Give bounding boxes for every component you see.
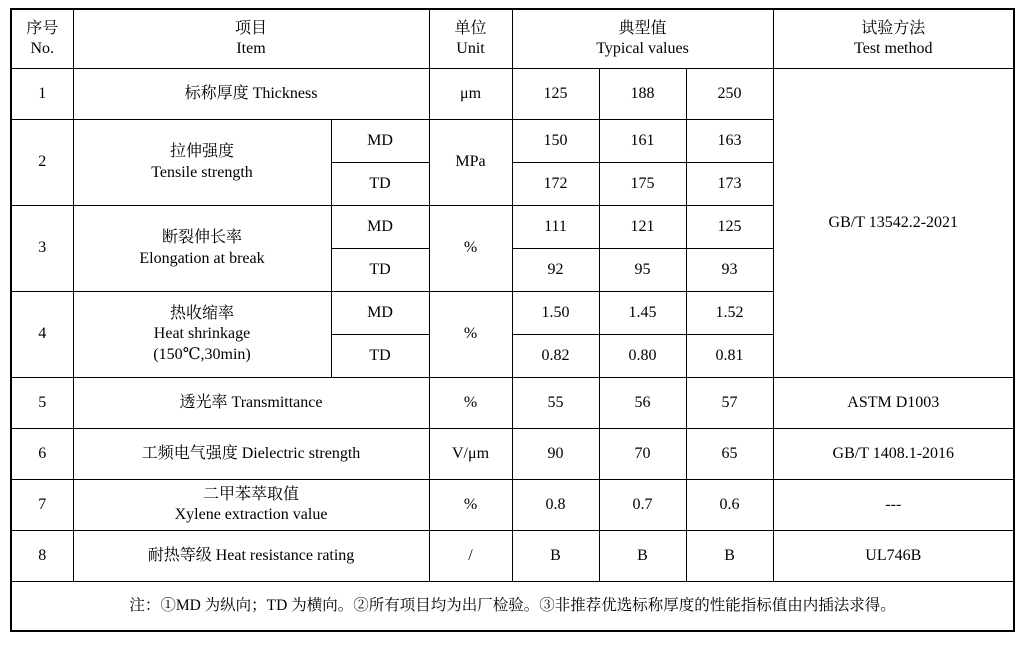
row-value-1: 125 <box>512 69 599 120</box>
row-item: 耐热等级 Heat resistance rating <box>73 531 429 582</box>
row-direction-td: TD <box>331 249 429 292</box>
row-no: 8 <box>11 531 73 582</box>
row-method: --- <box>773 480 1014 531</box>
header-no: 序号 No. <box>11 9 73 69</box>
row-unit: % <box>429 292 512 378</box>
row-value-1: 0.82 <box>512 335 599 378</box>
row-value-2: 95 <box>599 249 686 292</box>
row-value-2: 56 <box>599 378 686 429</box>
row-value-3: 125 <box>686 206 773 249</box>
row-value-2: 175 <box>599 163 686 206</box>
table-row <box>11 69 1014 120</box>
row-direction-td: TD <box>331 163 429 206</box>
row-direction-md: MD <box>331 120 429 163</box>
row-value-2: 121 <box>599 206 686 249</box>
row-value-3: 173 <box>686 163 773 206</box>
row-unit: MPa <box>429 120 512 206</box>
row-item: 二甲苯萃取值 Xylene extraction value <box>73 480 429 531</box>
row-no: 3 <box>11 206 73 292</box>
row-value-1: 55 <box>512 378 599 429</box>
row-value-1: 92 <box>512 249 599 292</box>
row-direction-md: MD <box>331 292 429 335</box>
row-item: 透光率 Transmittance <box>73 378 429 429</box>
table-row <box>11 429 1014 480</box>
table-row <box>11 480 1014 531</box>
row-unit: μm <box>429 69 512 120</box>
row-value-2: 161 <box>599 120 686 163</box>
row-value-1: 172 <box>512 163 599 206</box>
row-item: 标称厚度 Thickness <box>73 69 429 120</box>
row-value-1: 150 <box>512 120 599 163</box>
row-no: 2 <box>11 120 73 206</box>
row-value-1: 1.50 <box>512 292 599 335</box>
row-unit: / <box>429 531 512 582</box>
table-header-row <box>11 9 1014 69</box>
row-direction-md: MD <box>331 206 429 249</box>
row-no: 1 <box>11 69 73 120</box>
row-method: UL746B <box>773 531 1014 582</box>
row-item: 断裂伸长率 Elongation at break <box>73 206 331 292</box>
row-value-3: 0.81 <box>686 335 773 378</box>
header-typical-values: 典型值 Typical values <box>512 9 773 69</box>
row-value-2: 0.7 <box>599 480 686 531</box>
row-direction-td: TD <box>331 335 429 378</box>
row-unit: % <box>429 206 512 292</box>
row-no: 7 <box>11 480 73 531</box>
row-value-3: 57 <box>686 378 773 429</box>
header-item: 项目 Item <box>73 9 429 69</box>
row-method: ASTM D1003 <box>773 378 1014 429</box>
row-value-3: 163 <box>686 120 773 163</box>
row-value-3: 250 <box>686 69 773 120</box>
row-value-2: 1.45 <box>599 292 686 335</box>
row-method-grouped: GB/T 13542.2-2021 <box>773 69 1014 378</box>
specification-table <box>10 8 1015 632</box>
row-no: 5 <box>11 378 73 429</box>
row-unit: % <box>429 378 512 429</box>
row-item: 拉伸强度 Tensile strength <box>73 120 331 206</box>
row-method: GB/T 1408.1-2016 <box>773 429 1014 480</box>
table-note-row <box>11 582 1014 632</box>
row-item: 工频电气强度 Dielectric strength <box>73 429 429 480</box>
table-row <box>11 531 1014 582</box>
row-value-2: 0.80 <box>599 335 686 378</box>
table-note: 注：①MD 为纵向；TD 为横向。②所有项目均为出厂检验。③非推荐优选标称厚度的性能指标值由内插法求得。 <box>11 582 1014 632</box>
row-value-1: 0.8 <box>512 480 599 531</box>
row-item: 热收缩率 Heat shrinkage (150℃,30min) <box>73 292 331 378</box>
row-value-3: 1.52 <box>686 292 773 335</box>
row-value-2: 70 <box>599 429 686 480</box>
row-value-2: B <box>599 531 686 582</box>
row-value-1: 90 <box>512 429 599 480</box>
row-value-2: 188 <box>599 69 686 120</box>
row-value-3: 65 <box>686 429 773 480</box>
header-test-method: 试验方法 Test method <box>773 9 1014 69</box>
header-unit: 单位 Unit <box>429 9 512 69</box>
row-unit: V/μm <box>429 429 512 480</box>
row-unit: % <box>429 480 512 531</box>
row-no: 6 <box>11 429 73 480</box>
row-value-3: 93 <box>686 249 773 292</box>
row-value-3: B <box>686 531 773 582</box>
row-value-3: 0.6 <box>686 480 773 531</box>
row-value-1: B <box>512 531 599 582</box>
table-row <box>11 378 1014 429</box>
row-no: 4 <box>11 292 73 378</box>
row-value-1: 111 <box>512 206 599 249</box>
